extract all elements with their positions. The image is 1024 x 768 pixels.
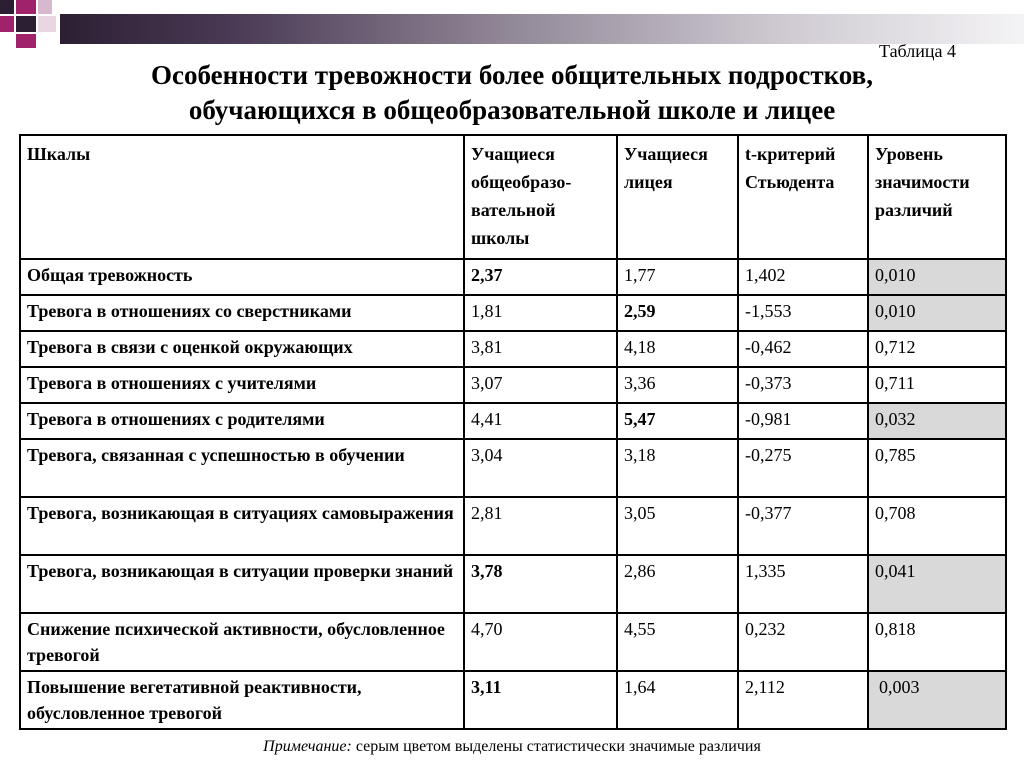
cell-scale: Тревога, связанная с успешностью в обучении <box>20 439 464 497</box>
cell-p-significant: 0,010 <box>868 259 1006 295</box>
cell-school: 2,81 <box>464 497 617 555</box>
cell-t: 1,402 <box>738 259 868 295</box>
cell-lyceum: 4,55 <box>617 613 738 671</box>
cell-scale: Снижение психической активности, обусловленное тревогой <box>20 613 464 671</box>
cell-lyceum: 1,77 <box>617 259 738 295</box>
cell-school: 4,70 <box>464 613 617 671</box>
cell-school: 3,81 <box>464 331 617 367</box>
cell-scale: Общая тревожность <box>20 259 464 295</box>
cell-t: -1,553 <box>738 295 868 331</box>
header-lyceum: Учащиеся лицея <box>617 135 738 259</box>
cell-school: 4,41 <box>464 403 617 439</box>
cell-lyceum: 3,36 <box>617 367 738 403</box>
cell-school: 3,11 <box>464 671 617 729</box>
cell-t: 1,335 <box>738 555 868 613</box>
table-header-row <box>20 135 1006 259</box>
cell-t: -0,275 <box>738 439 868 497</box>
note-text: серым цветом выделены статистически значимые различия <box>351 738 761 755</box>
cell-scale: Повышение вегетативной реактивности, обусловленное тревогой <box>20 671 464 729</box>
cell-p-significant: 0,010 <box>868 295 1006 331</box>
cell-t: -0,462 <box>738 331 868 367</box>
cell-t: -0,981 <box>738 403 868 439</box>
cell-lyceum: 1,64 <box>617 671 738 729</box>
cell-t: 0,232 <box>738 613 868 671</box>
cell-scale: Тревога, возникающая в ситуации проверки знаний <box>20 555 464 613</box>
table-number: Таблица 4 <box>879 41 956 61</box>
table-row <box>20 497 1006 555</box>
title-line-1: Особенности тревожности более общительных подростков, <box>151 60 873 90</box>
cell-lyceum: 5,47 <box>617 403 738 439</box>
cell-school: 3,78 <box>464 555 617 613</box>
table-row <box>20 403 1006 439</box>
cell-p: 0,711 <box>868 367 1006 403</box>
table-note <box>0 738 1024 756</box>
table-row <box>20 331 1006 367</box>
cell-lyceum: 2,59 <box>617 295 738 331</box>
page-title <box>0 58 1024 128</box>
decorative-banner <box>0 0 1024 50</box>
table-row <box>20 259 1006 295</box>
header-t-test: t-критерий Стьюдента <box>738 135 868 259</box>
cell-scale: Тревога в связи с оценкой окружающих <box>20 331 464 367</box>
cell-scale: Тревога в отношениях с учителями <box>20 367 464 403</box>
note-label: Примечание: <box>263 738 352 755</box>
banner-square-6 <box>16 34 36 48</box>
cell-p: 0,708 <box>868 497 1006 555</box>
cell-t: 2,112 <box>738 671 868 729</box>
cell-lyceum: 3,05 <box>617 497 738 555</box>
table-row <box>20 555 1006 613</box>
cell-school: 3,04 <box>464 439 617 497</box>
cell-t: -0,373 <box>738 367 868 403</box>
table-row <box>20 671 1006 729</box>
cell-scale: Тревога в отношениях со сверстниками <box>20 295 464 331</box>
table-row <box>20 295 1006 331</box>
header-significance: Уровень значимости различий <box>868 135 1006 259</box>
cell-p: 0,818 <box>868 613 1006 671</box>
table-row <box>20 613 1006 671</box>
banner-square-2 <box>16 0 36 14</box>
banner-square-3 <box>38 0 52 14</box>
cell-p: 0,712 <box>868 331 1006 367</box>
cell-lyceum: 2,86 <box>617 555 738 613</box>
header-school: Учащиеся общеобразо-вательной школы <box>464 135 617 259</box>
cell-lyceum: 3,18 <box>617 439 738 497</box>
cell-p-significant: 0,041 <box>868 555 1006 613</box>
anxiety-table <box>19 134 1007 730</box>
cell-school: 2,37 <box>464 259 617 295</box>
table-row <box>20 439 1006 497</box>
table-row <box>20 367 1006 403</box>
banner-square-5 <box>16 16 36 32</box>
cell-t: -0,377 <box>738 497 868 555</box>
cell-p: 0,785 <box>868 439 1006 497</box>
cell-p-significant: 0,032 <box>868 403 1006 439</box>
banner-square-1 <box>0 0 14 14</box>
cell-scale: Тревога, возникающая в ситуациях самовыражения <box>20 497 464 555</box>
banner-square-4 <box>0 16 14 32</box>
cell-school: 1,81 <box>464 295 617 331</box>
cell-scale: Тревога в отношениях с родителями <box>20 403 464 439</box>
banner-gradient-bar <box>60 14 1024 44</box>
title-line-2: обучающихся в общеобразовательной школе и лицее <box>188 95 836 125</box>
cell-p-significant: 0,003 <box>868 671 1006 729</box>
header-scale: Шкалы <box>20 135 464 259</box>
cell-school: 3,07 <box>464 367 617 403</box>
cell-lyceum: 4,18 <box>617 331 738 367</box>
banner-square-7 <box>38 16 56 32</box>
